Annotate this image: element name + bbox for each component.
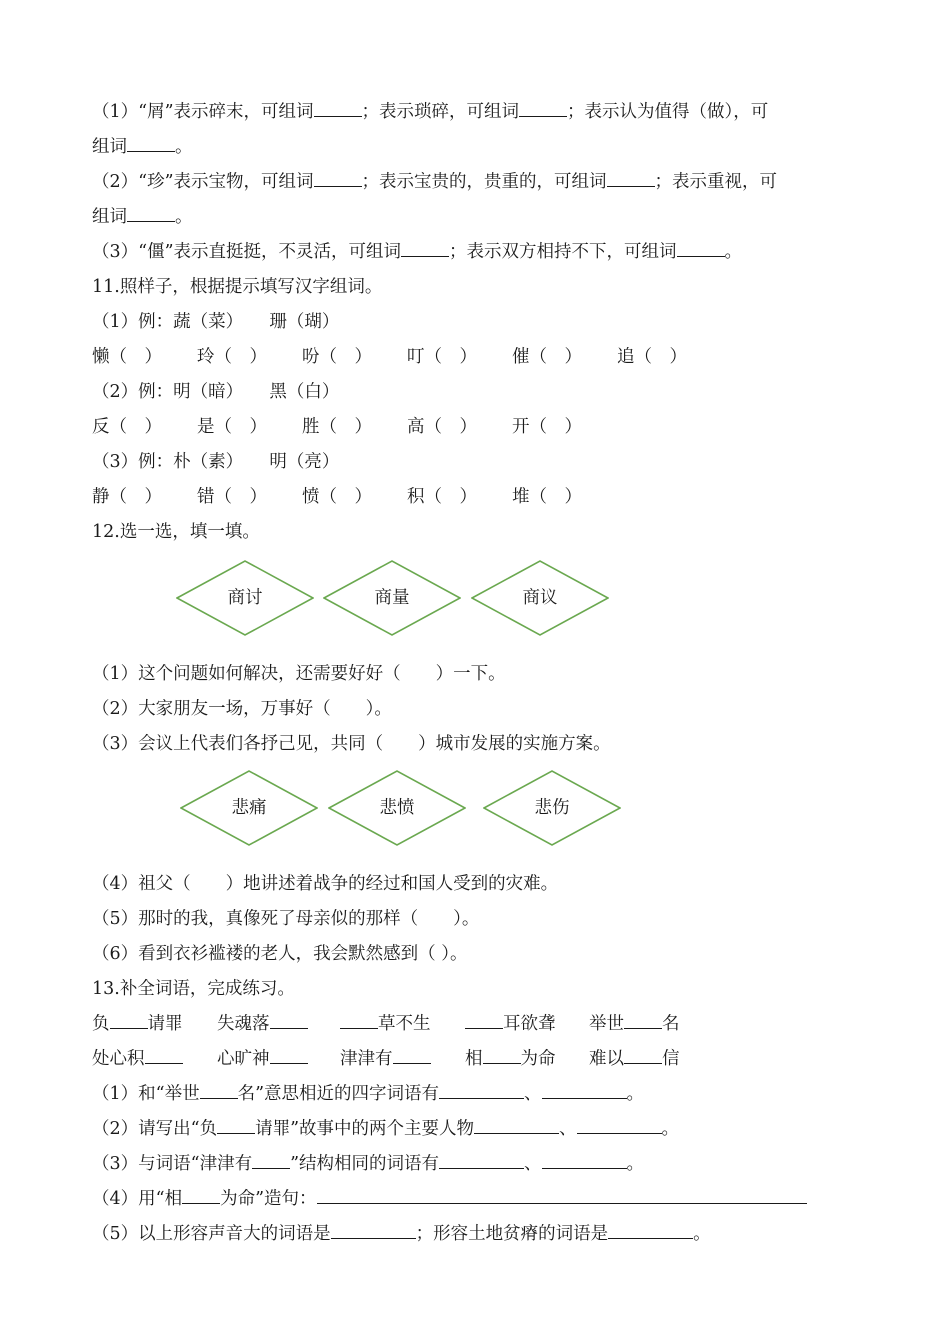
idiom: 相 为命 [465, 1049, 556, 1069]
q11-row3 [92, 485, 792, 509]
blank[interactable] [542, 1152, 627, 1169]
blank[interactable] [145, 1047, 183, 1064]
blank[interactable] [624, 1047, 662, 1064]
word-cell[interactable]: 积（ ） [407, 487, 477, 507]
q11-example1: （1）例：蔬（菜） 珊（瑚） [92, 312, 340, 332]
blank[interactable] [340, 1012, 378, 1029]
q10-part2-line1: （2）“珍”表示宝物，可组词 ；表示宝贵的，贵重的，可组词 ；表示重视，可 [92, 172, 778, 192]
blank[interactable] [607, 170, 655, 187]
blank[interactable] [127, 205, 175, 222]
q13-word-row2 [92, 1047, 792, 1071]
sentence-blank[interactable] [317, 1187, 807, 1204]
word-cell[interactable]: 错（ ） [197, 487, 267, 507]
blank[interactable] [519, 100, 567, 117]
word-diamond [323, 560, 461, 636]
word-cell[interactable]: 愤（ ） [302, 487, 372, 507]
q12-sentence1: （1）这个问题如何解决，还需要好好（ ）一下。 [92, 664, 506, 684]
q11-row1 [92, 345, 792, 369]
idiom: 处心积 [92, 1047, 183, 1071]
blank[interactable] [542, 1082, 627, 1099]
q12-sentence5: （5）那时的我，真像死了母亲似的那样（ ）。 [92, 909, 480, 929]
idiom: 举世 名 [589, 1014, 680, 1034]
idiom: 耳欲聋 [465, 1012, 556, 1036]
word-diamond [471, 560, 609, 636]
word-cell[interactable]: 反（ ） [92, 417, 162, 437]
q12-title: 12.选一选，填一填。 [92, 522, 260, 542]
q11-example3: （3）例：朴（素） 明（亮） [92, 452, 340, 472]
blank[interactable] [393, 1047, 431, 1064]
blank[interactable] [182, 1187, 220, 1204]
idiom: 草不生 [340, 1012, 431, 1036]
q10-part3: （3）“僵”表示直挺挺，不灵活，可组词 ；表示双方相持不下，可组词 。 [92, 242, 743, 262]
diamond-word: 悲愤 [379, 798, 415, 818]
diamond-word: 悲伤 [534, 798, 570, 818]
idiom: 津津有 [340, 1047, 431, 1071]
word-diamond [483, 770, 621, 846]
idiom: 失魂落 [217, 1012, 308, 1036]
q12-sentence6: （6）看到衣衫褴褛的老人，我会默然感到（ ）。 [92, 944, 468, 964]
word-diamond [328, 770, 466, 846]
blank[interactable] [200, 1082, 238, 1099]
q13-question2: （2）请写出“负 请罪”故事中的两个主要人物 、 。 [92, 1119, 680, 1139]
word-cell[interactable]: 胜（ ） [302, 417, 372, 437]
word-cell[interactable]: 叮（ ） [407, 347, 477, 367]
blank[interactable] [331, 1222, 416, 1239]
word-cell[interactable]: 懒（ ） [92, 347, 162, 367]
word-diamond [176, 560, 314, 636]
q10-part1-line1: （1）“屑”表示碎末，可组词 ；表示琐碎，可组词 ；表示认为值得（做），可 [92, 102, 769, 122]
word-cell[interactable]: 高（ ） [407, 417, 477, 437]
blank[interactable] [314, 170, 362, 187]
blank[interactable] [314, 100, 362, 117]
q11-example2: （2）例：明（暗） 黑（白） [92, 382, 340, 402]
diamond-word: 商讨 [227, 588, 263, 608]
blank[interactable] [252, 1152, 290, 1169]
q13-title: 13.补全词语，完成练习。 [92, 979, 295, 999]
blank[interactable] [577, 1117, 662, 1134]
blank[interactable] [127, 135, 175, 152]
blank[interactable] [270, 1012, 308, 1029]
q13-question4: （4）用“相 为命”造句： [92, 1187, 807, 1211]
q10-part1-line2: 组词 。 [92, 137, 193, 157]
q10-part2-line2: 组词 。 [92, 207, 193, 227]
q11-row2 [92, 415, 792, 439]
diamond-word: 商议 [522, 588, 558, 608]
blank[interactable] [677, 240, 725, 257]
idiom: 负 请罪 [92, 1014, 183, 1034]
blank[interactable] [439, 1152, 524, 1169]
q12-sentence2: （2）大家朋友一场，万事好（ ）。 [92, 699, 392, 719]
word-cell[interactable]: 吩（ ） [302, 347, 372, 367]
blank[interactable] [439, 1082, 524, 1099]
q13-word-row1 [92, 1012, 792, 1036]
word-cell[interactable]: 静（ ） [92, 487, 162, 507]
blank[interactable] [474, 1117, 559, 1134]
word-cell[interactable]: 玲（ ） [197, 347, 267, 367]
diamond-word: 商量 [374, 588, 410, 608]
idiom: 心旷神 [217, 1047, 308, 1071]
q13-question3: （3）与词语“津津有 ”结构相同的词语有 、 。 [92, 1154, 645, 1174]
blank[interactable] [624, 1012, 662, 1029]
blank[interactable] [270, 1047, 308, 1064]
word-cell[interactable]: 堆（ ） [512, 487, 582, 507]
q12-sentence3: （3）会议上代表们各抒己见，共同（ ）城市发展的实施方案。 [92, 734, 611, 754]
word-cell[interactable]: 开（ ） [512, 417, 582, 437]
blank[interactable] [608, 1222, 693, 1239]
idiom: 难以 信 [589, 1049, 680, 1069]
diamond-word: 悲痛 [231, 798, 267, 818]
word-diamond [180, 770, 318, 846]
blank[interactable] [217, 1117, 255, 1134]
blank[interactable] [465, 1012, 503, 1029]
q13-question1: （1）和“举世 名”意思相近的四字词语有 、 。 [92, 1084, 645, 1104]
q13-question5: （5）以上形容声音大的词语是 ；形容土地贫瘠的词语是 。 [92, 1224, 711, 1244]
blank[interactable] [110, 1012, 148, 1029]
q11-title: 11.照样子，根据提示填写汉字组词。 [92, 277, 383, 297]
word-cell[interactable]: 追（ ） [617, 347, 687, 367]
word-cell[interactable]: 催（ ） [512, 347, 582, 367]
blank[interactable] [401, 240, 449, 257]
blank[interactable] [483, 1047, 521, 1064]
q12-sentence4: （4）祖父（ ）地讲述着战争的经过和国人受到的灾难。 [92, 874, 559, 894]
word-cell[interactable]: 是（ ） [197, 417, 267, 437]
